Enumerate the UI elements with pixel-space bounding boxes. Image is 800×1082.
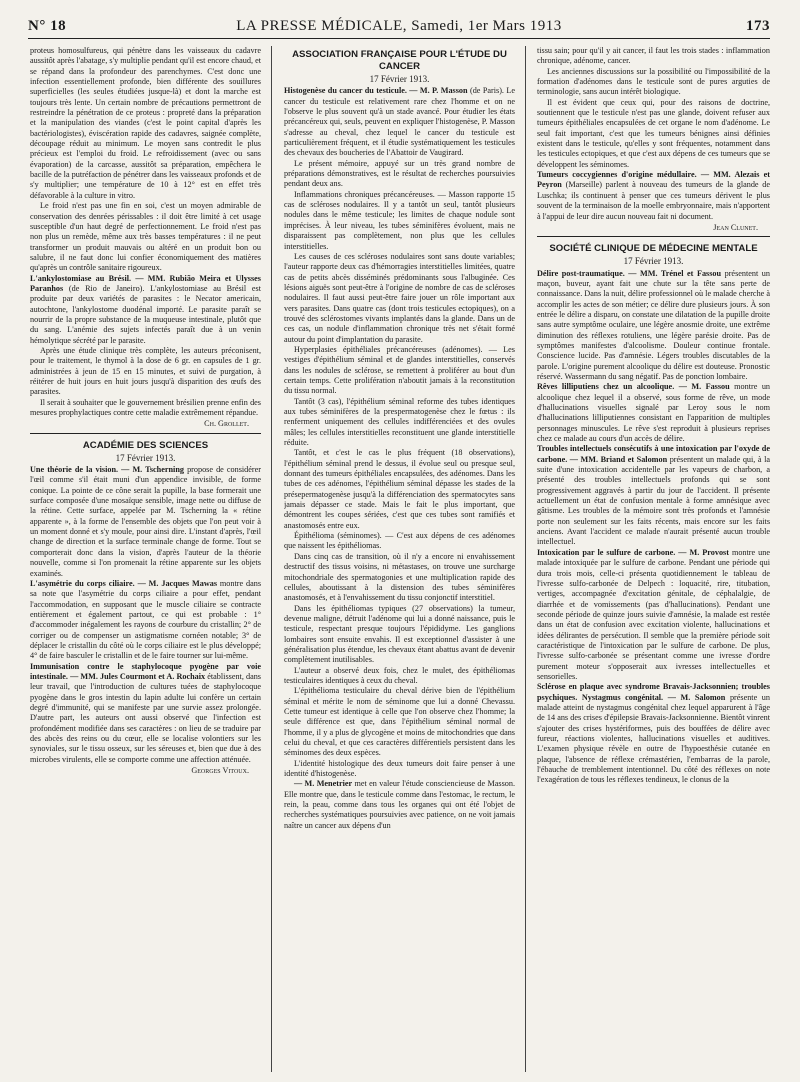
paragraph: Les anciennes discussions sur la possibilité ou l'impossibilité de la formation d'adénomes dans le testicule sont de pures arguties de terminologie, sans aucun intérêt biologique. xyxy=(537,66,770,97)
article-title: Immunisation contre le staphylocoque pyogène par voie intestinale. — MM. Jules Courmont et A. Rochaix xyxy=(30,661,261,681)
paragraph: Tantôt, et c'est le cas le plus fréquent (18 observations), l'épithélium séminal prend le dessus, il évolue seul ou presque seul, donnant des tumeurs épithéliales encapsulées, des adénomes. Dans les tubes de ces adénomes, l'épithélium séminal dépasse les stades de la présepermatogenèse jusqu'à la différenciation des spermatocytes sans jamais dépasser ce stade. Mais le fait le plus important, que démontrent les coupes sériées, c'est que ces tubes sont ramifiés et anastomosés entre eux. xyxy=(284,448,515,530)
paragraph: Dans les épithéliomas typiques (27 observations) la tumeur, devenue maligne, détruit l'adénome qui lui a donné naissance, puis le testicule, respectant presque toujours l'épididyme. Les ganglions lombaires sont ensuite envahis. Il est exceptionnel d'assister à une généralisation plus étendue, les chevaux étant abattus avant de devenir complètement inutilisables. xyxy=(284,603,515,665)
article: — M. Menetrier met en valeur l'étude consciencieuse de Masson. Elle montre que, dans le testicule comme dans l'estomac, le rectum, le rein, la peau, comme dans tous les organes qui ont été l'objet de recherches systématiques poursuivies avec patience, on ne voit jamais naître un cancer aux dépens d'un xyxy=(284,779,515,830)
section-date: 17 Février 1913. xyxy=(369,74,430,84)
section-heading: ACADÉMIE DES SCIENCES xyxy=(82,439,209,451)
column-left xyxy=(30,46,261,1070)
paragraph: Les causes de ces scléroses nodulaires sont sans doute variables; l'auteur rapporte deux cas d'hémorragies interstitielles limitées, quatre cas de petits abcès disséminés prédominants sous l'albuginée. Ces lésions aiguës sont peut-être à l'origine de nombre de cas de scléroses nodulaires. Il faut aussi peut-être faire jouer un rôle important aux vers parasites. Dans quatre cas (dont trois testicules ectopiques), on a trouvé des sclérostomes vivants implantés dans la glande. Dans un de ces cas, un nodule d'inflammation chronique très net s'était formé autour du point d'implantation du parasite. xyxy=(284,251,515,344)
paragraph: Inflammations chroniques précancéreuses. — Masson rapporte 15 cas de scléroses nodulaires. Il y a tantôt un seul, tantôt plusieurs nodules dans le même testicule; les limites de chaque nodule sont imprécises. À leur niveau, les tubes séminifères évoluent, mais ne disparaissent pas complètement, non plus que les cellules interstitielles. xyxy=(284,189,515,251)
section-date: 17 Février 1913. xyxy=(115,452,176,463)
paragraph: L'identité histologique des deux tumeurs doit faire penser à une identité d'histogenèse. xyxy=(284,758,515,779)
signature: Georges Vitoux. xyxy=(191,766,249,776)
divider xyxy=(537,236,770,237)
column-divider xyxy=(525,46,526,1072)
article-title: L'ankylostomiase au Brésil. — MM. Rubião Meira et Ulysses Paranhos xyxy=(30,273,261,293)
article-title: L'asymétrie du corps ciliaire. — M. Jacques Mawas xyxy=(30,578,218,588)
page-number: 173 xyxy=(746,18,770,34)
column-middle xyxy=(284,46,515,1070)
paragraph: L'épithélioma testiculaire du cheval dérive bien de l'épithélium séminal et mérite le nom de séminome que lui a donné Chevassu. Cette tumeur est identique à celle que l'on observe chez l'homme; la seule différence est que, dans l'épithélium séminal normal de l'homme, il y a plus de glycogène et moins de mitochondries que dans celui du cheval, et que ces caractères différentiels persistent dans les séminomes des deux espèces. xyxy=(284,686,515,758)
article: Immunisation contre le staphylocoque pyogène par voie intestinale. — MM. Jules Courmont et A. Rochaix établissent, dans leur travail, que l'introduction de cultures tuées de staphylocoque pyogène dans le gros intestin du lapin adulte lui confère un certain degré d'immunité, qui se manifeste par une survie assez prolongée. D'autre part, les auteurs ont aussi observé que l'infection est profondément modifiée dans ses caractères : on lieu de se traduire par des abcès des reins ou du cœur, elle se localise volontiers sur les synoviales, sur le tissu osseux, sur les séreuses et, bien que due à des microbes virulents, elle se comporte comme une affection atténuée. xyxy=(30,661,261,764)
article-title: Rêves lilliputiens chez un alcoolique. — M. Fassou xyxy=(537,382,730,392)
paragraph: Il est évident que ceux qui, pour des raisons de doctrine, soutiennent que le testicule n'est pas une glande, doivent refuser aux tumeurs épithéliales encapsulées de cet organe le nom d'adénome. Le seul fait important, c'est que les tumeurs bénignes ainsi définies existent dans le testicule, qu'elles y sont fréquentes, notamment dans les testicules ectopiques, et que c'est aux dépens de ces tumeurs que se développent les séminomes. xyxy=(537,97,770,169)
article-title: Sclérose en plaque avec syndrome Bravais-Jacksonnien; troubles psychiques. Nystagmus congénital. — M. Salomon xyxy=(537,682,770,702)
article: Troubles intellectuels consécutifs à une intoxication par l'oxyde de carbone. — MM. Briand et Salomon présentent un malade qui, à la suite d'une intoxication accidentelle par les vapeurs de charbon, a présenté des troubles intellectuels profonds qui se sont progressivement aggravés à partir du jour de l'accident. Il présente actuellement un état de confusion mentale à forme amnésique avec gâtisme. Les troubles de la mémoire sont très profonds et l'amnésie porte non seulement sur les faits récents, mais encore sur les faits anciens. Avant l'accident ce malade n'aurait présenté aucun trouble intellectuel. xyxy=(537,444,770,547)
paragraph: proteus homosulfureus, qui pénètre dans les vaisseaux du cadavre aussitôt après l'abatage, s'y multiplie pendant qu'il est encore chaud, et se répand dans la profondeur des parenchymes. C'est donc une infection essentiellement profonde, bien différente des souillures superficielles (les seules étudiées jusque-là) et dont la marche est toujours très lente. Un certain nombre de précautions permettront de restreindre la pénétration de ce proteus : propreté dans la préparation et la manipulation des viandes (c'est le point capital d'après les bactériologistes), éviscération rapide des cadavres, saignée complète, découpage réduit au minimum. Le moyen sans contredit le plus précieux est l'emploi du froid. Le refroidissement (avec ou sans évaporation) de la carcasse, aussitôt sa préparation, empêchera le bacille de la putréfaction de pénétrer dans les vaisseaux profonds et de s'y multiplier; une température de 10 à 12° est en effet très défavorable à la culture in vitro. xyxy=(30,46,261,200)
article: Sclérose en plaque avec syndrome Bravais-Jacksonnien; troubles psychiques. Nystagmus congénital. — M. Salomon présente un malade atteint de nystagmus congénital chez lequel apparurent à l'âge de 14 ans des crises d'épilepsie Bravais-Jacksonnienne. Bientôt vinrent s'ajouter des crises hystériformes, puis des bouffées de délire avec fureur, réactions violentes, hallucinations visuelles et auditives. L'examen physique révèle en outre de l'hypoesthésie cutanée en plaque, l'absence de réflexe crémastérien, l'embarras de la parole, l'ébauche de tremblement intentionnel. Du côté des réflexes on note l'exagération de tous les réflexes tendineux, le clonus de la xyxy=(537,682,770,785)
signature: Ch. Grollet. xyxy=(204,419,249,429)
article: Rêves lilliputiens chez un alcoolique. — M. Fassou montre un alcoolique chez lequel il a observé, sous forme de rêve, un mode d'hallucinations visuelles signalé par Leroy sous le nom d'hallucinations lilliputiennes consistant en l'apparition de multiples personnages minuscules. Le rêve s'est reproduit à plusieurs reprises chez ce malade au cours d'un accès de délire. xyxy=(537,382,770,444)
article: Une théorie de la vision. — M. Tscherning propose de considérer l'œil comme s'il était muni d'un appendice invisible, de forme conique. La pointe de ce cône serait la pupille, la base formerait une surface composée d'une mosaïque sensible, image nette ou diffuse de la rétine. Cette surface, appelée par M. Tscherning la « rétine apparente », à la forme de l'ensemble des objets que l'on peut voir à un moment donné et s'y moule, pour ainsi dire. L'instant d'après, l'œil change de direction et la surface terminale change de forme. Tout se comporterait donc dans la vision, d'après l'auteur de la théorie nouvelle, comme si l'on promenait la rétine apparente sur les objets examinés. xyxy=(30,465,261,578)
column-divider xyxy=(271,46,272,1072)
paragraph: L'auteur a observé deux fois, chez le mulet, des épithéliomas testiculaires identiques à ceux du cheval. xyxy=(284,665,515,685)
article-title: Troubles intellectuels consécutifs à une intoxication par l'oxyde de carbone. — MM. Briand et Salomon xyxy=(537,444,770,464)
section-date: 17 Février 1913. xyxy=(623,256,684,267)
paragraph: Après une étude clinique très complète, les auteurs préconisent, pour le traitement, le thymol à la dose de 6 gr. en capsules de 1 gr. administrées à jeun de 15 en 15 minutes, et suivi de purgation, à réitérer de huit jours en huit jours jusqu'à disparition des œufs des parasites. xyxy=(30,345,261,397)
article: Intoxication par le sulfure de carbone. — M. Provost montre une malade intoxiquée par le sulfure de carbone. Pendant une période qui dura trois mois, celle-ci présenta quotidiennement le tableau de l'ivresse sulfo-carbonée de Delpech : loquacité, rire, titubation, vertiges, accompagnée d'excitation génitale, de céphalalgie, de diarrhée et de vomissements (pas d'hallucinations). Pendant une seconde période de quinze jours suivie d'amnésie, la malade est restée dans un état de confusion avec excitation violente, hallucinations et idées délirantes de persécution. Il semble que la première période soit caractéristique de l'intoxication par le sulfure de carbone. De plus, l'ivresse sulfo-carbonée se présentant comme une ivresse d'ordre purement moteur s'opposerait aux ivresses intellectuelles et sensorielles. xyxy=(537,547,770,681)
article: L'asymétrie du corps ciliaire. — M. Jacques Mawas montre dans sa note que l'asymétrie du corps ciliaire a pour effet, pendant l'accommodation, en supposant que le muscle ciliaire se contracte entièrement et également partout, ce qui est probable : 1° d'accommoder inégalement les rayons de courbure du cristallin; 2° de corriger ou de compenser un astigmatisme cornéen notable; 3° de déplacer le cristallin du côté où le corps ciliaire est le plus développé; 4° de faire basculer le cristallin et de le faire tourner sur lui-même. xyxy=(30,578,261,661)
article-title: Une théorie de la vision. — M. Tscherning xyxy=(30,465,184,475)
journal-title: LA PRESSE MÉDICALE, Samedi, 1er Mars 1913 xyxy=(236,18,562,34)
article-title: Intoxication par le sulfure de carbone. — M. Provost xyxy=(537,547,729,557)
section-heading: ASSOCIATION FRANÇAISE POUR L'ÉTUDE DU CANCER xyxy=(292,49,507,72)
paragraph: Dans cinq cas de transition, où il n'y a encore ni envahissement destructif des tissus voisins, ni métastases, on trouve une surcharge mitochondriale des spermatogonies et une multiplication rapide des cellules, aboutissant à la distension des tubes séminifères anastomosés, et à l'envahissement du tissu conjonctif interstitiel. xyxy=(284,551,515,603)
article-title: Tumeurs coccygiennes d'origine médullaire. — MM. Alezais et Peyron xyxy=(537,170,770,190)
paragraph: Épithélioma (séminomes). — C'est aux dépens de ces adénomes que naissent les épithéliomas. xyxy=(284,531,515,551)
column-right xyxy=(537,46,770,1070)
paragraph: Hyperplasies épithéliales précancéreuses (adénomes). — Les vestiges d'épithélium séminal et de glandes interstitielles, conservés dans les nodules de sclérose, se remettent à proliférer au bout d'un certain temps. Cette prolifération n'aboutit jamais à la reconstitution du tissu normal. xyxy=(284,344,515,396)
article: Histogenèse du cancer du testicule. — M. P. Masson (de Paris). Le cancer du testicule est relativement rare chez l'homme et on ne l'observe le plus souvent qu'à un stade avancé. Pour étudier les états précancéreux qui, seuls, peuvent en expliquer l'histogenèse, P. Masson s'adresse au cheval, chez lequel le cancer du testicule est particulièrement fréquent, et il étudie systématiquement les testicules des chevaux des boucheries de l'Abattoir de Vaugirard. xyxy=(284,86,515,158)
paragraph: Il serait à souhaiter que le gouvernement brésilien prenne enfin des mesures prophylactiques contre cette maladie extrêmement répandue. xyxy=(30,397,261,418)
divider xyxy=(30,433,261,434)
paragraph: tissu sain; pour qu'il y ait cancer, il faut les trois stades : inflammation chronique, adénome, cancer. xyxy=(537,46,770,66)
paragraph: Le froid n'est pas une fin en soi, c'est un moyen admirable de conservation des denrées périssables : il doit être limité à cet usage susceptible d'un haut degré de perfectionnement. Le froid n'est pas non plus un remède, même aux très basses températures : il ne peut transformer un produit mauvais ou altéré en un produit bon ou salubre, il ne faut donc lui confier économiquement des matières qu'après un contrôle sanitaire rigoureux. xyxy=(30,201,261,273)
article: L'ankylostomiase au Brésil. — MM. Rubião Meira et Ulysses Paranhos (de Rio de Janeiro). L'ankylostomiase au Brésil est produite par deux variétés de parasites : le Necator americain, autochtone, l'ankylostome duodénal importé. Le parasite paraît se nourrir de la propre substance de la muqueuse intestinale, plutôt que du sang. L'anémie des sujets infectés paraît due à un venin hémolytique sécrété par le parasite. xyxy=(30,273,261,345)
paragraph: Tantôt (3 cas), l'épithélium séminal reforme des tubes identiques aux tubes séminifères de la prespermatogenèse chez le fœtus : ils renferment uniquement des cellules indifférenciées et des ovules mâles; les cellules interstitielles reconstituent une glande interstitielle réduite. xyxy=(284,396,515,448)
header-rule xyxy=(28,38,770,39)
article-title: Délire post-traumatique. — MM. Trénel et Fassou xyxy=(537,268,722,278)
paragraph: Le présent mémoire, appuyé sur un très grand nombre de préparations démonstratives, est le résultat de recherches poursuivies pendant deux ans. xyxy=(284,158,515,189)
article-title: Histogenèse du cancer du testicule. — M. P. Masson xyxy=(284,86,468,96)
article-title: — M. Menetrier xyxy=(294,779,353,789)
article: Délire post-traumatique. — MM. Trénel et Fassou présentent un maçon, buveur, ayant fait une chute sur la tête sans perte de connaissance. Dans la nuit, délire professionnel où le malade cherche à accomplir les actes de son métier; ce délire dure plusieurs jours. À son entrée le délire a disparu, on constate une dilatation de la pupille droite sans autre symptôme oculaire, une légère anosmie droite, une extrême diminution des réflexes rotuliens, une légère parésie droite. Pas de symptômes manifestes d'alcoolisme. Douleur continue frontale. Conscience lucide. Pas d'amnésie. Légers troubles discutables de la parole. L'origine purement alcoolique du délire est douteuse. Pronostic réservé. Wassermann du sang négatif. Pas de ponction lombaire. xyxy=(537,268,770,381)
page-header xyxy=(28,16,770,40)
section-heading: SOCIÉTÉ CLINIQUE DE MÉDECINE MENTALE xyxy=(549,243,758,255)
issue-number: N° 18 xyxy=(28,18,67,34)
article: Tumeurs coccygiennes d'origine médullaire. — MM. Alezais et Peyron (Marseille) parlent à nouveau des tumeurs de la glande de Luschka; ils continuent à penser que ces tumeurs dérivent le plus souvent de la terminaison de la moelle embryonnaire, mais n'apportent à l'appui de leur dire aucun nouveau fait ni document. xyxy=(537,170,770,221)
signature: Jean Clunet. xyxy=(713,222,758,232)
